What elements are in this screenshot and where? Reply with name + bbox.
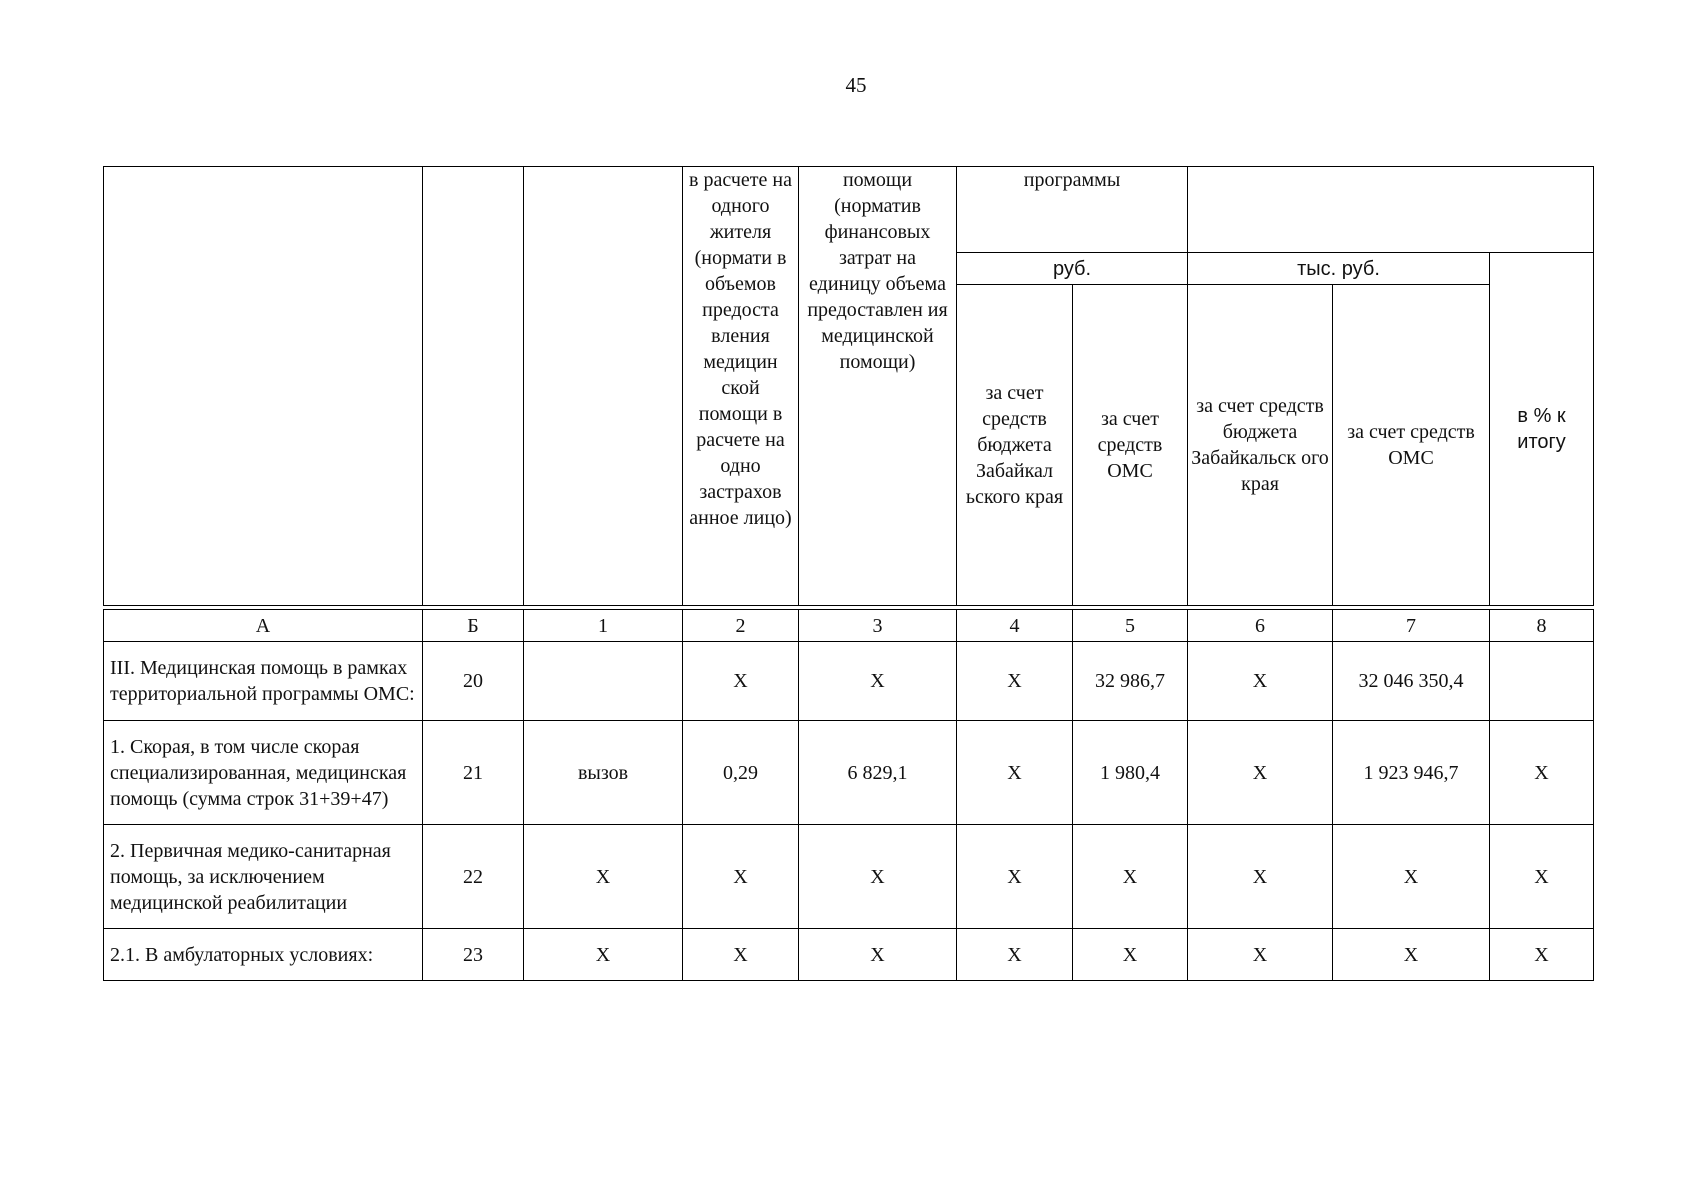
- row-cell: X: [1188, 721, 1333, 825]
- row-cell: X: [1333, 929, 1490, 981]
- column-number: 2: [683, 610, 799, 642]
- column-number-row: [104, 610, 1594, 642]
- row-cell: 1 980,4: [1073, 721, 1188, 825]
- row-cell: X: [957, 929, 1073, 981]
- table-row: [104, 721, 1594, 825]
- row-unit: [524, 642, 683, 721]
- table-row: [104, 825, 1594, 929]
- header-cell-rub: руб.: [957, 253, 1188, 285]
- column-number: А: [104, 610, 423, 642]
- header-cell-unit: [524, 167, 683, 606]
- row-cell: X: [1333, 825, 1490, 929]
- header-cell-line: [423, 167, 524, 606]
- row-cell: X: [1188, 642, 1333, 721]
- row-cell: [1490, 642, 1594, 721]
- row-cell: X: [1490, 825, 1594, 929]
- page-number: 45: [845, 73, 867, 97]
- column-number: Б: [423, 610, 524, 642]
- row-name: 2. Первичная медико-санитарная помощь, за исключением медицинской реабилитации: [104, 825, 423, 929]
- column-number: 6: [1188, 610, 1333, 642]
- row-cell: 32 046 350,4: [1333, 642, 1490, 721]
- row-name: III. Медицинская помощь в рамках территориальной программы ОМС:: [104, 642, 423, 721]
- column-number: 1: [524, 610, 683, 642]
- row-cell: 6 829,1: [799, 721, 957, 825]
- row-line-number: 23: [423, 929, 524, 981]
- row-cell: X: [1073, 825, 1188, 929]
- column-number: 8: [1490, 610, 1594, 642]
- header-cell-oms-tys: за счет средств ОМС: [1333, 285, 1490, 606]
- row-cell: 1 923 946,7: [1333, 721, 1490, 825]
- header-cell-name: [104, 167, 423, 606]
- row-cell: X: [957, 642, 1073, 721]
- row-line-number: 20: [423, 642, 524, 721]
- header-cell-volume-norm: в расчете на одного жителя (нормати в объемов предоста вления медицин ской помощи в расчете на одно застрахов анное лицо): [683, 167, 799, 606]
- row-cell: X: [957, 825, 1073, 929]
- row-cell: X: [1188, 825, 1333, 929]
- row-line-number: 22: [423, 825, 524, 929]
- column-number: 5: [1073, 610, 1188, 642]
- table-body: [103, 609, 1594, 981]
- column-number: 3: [799, 610, 957, 642]
- row-cell: X: [799, 825, 957, 929]
- row-cell: X: [799, 642, 957, 721]
- header-cell-budget-rub: за счет средств бюджета Забайкал ьского края: [957, 285, 1073, 606]
- row-unit: вызов: [524, 721, 683, 825]
- row-unit: X: [524, 929, 683, 981]
- row-cell: X: [683, 929, 799, 981]
- row-cell: X: [1490, 721, 1594, 825]
- column-number: 4: [957, 610, 1073, 642]
- column-number: 7: [1333, 610, 1490, 642]
- row-cell: X: [1188, 929, 1333, 981]
- header-cell-budget-tys: за счет средств бюджета Забайкальск ого края: [1188, 285, 1333, 606]
- header-cell-oms-rub: за счет средств ОМС: [1073, 285, 1188, 606]
- row-unit: X: [524, 825, 683, 929]
- table-row: [104, 642, 1594, 721]
- row-name: 1. Скорая, в том числе скорая специализированная, медицинская помощь (сумма строк 31+39+47): [104, 721, 423, 825]
- table-header: [103, 166, 1594, 606]
- header-cell-cost-norm: помощи (норматив финансовых затрат на единицу объема предоставлен ия медицинской помощи): [799, 167, 957, 606]
- row-cell: 32 986,7: [1073, 642, 1188, 721]
- row-cell: X: [799, 929, 957, 981]
- row-cell: X: [1073, 929, 1188, 981]
- row-name: 2.1. В амбулаторных условиях:: [104, 929, 423, 981]
- header-cell-tys-rub: тыс. руб.: [1188, 253, 1490, 285]
- table-row: [104, 929, 1594, 981]
- header-cell-empty: [1188, 167, 1594, 253]
- row-cell: X: [1490, 929, 1594, 981]
- row-cell: X: [683, 825, 799, 929]
- row-cell: 0,29: [683, 721, 799, 825]
- row-line-number: 21: [423, 721, 524, 825]
- row-cell: X: [957, 721, 1073, 825]
- header-cell-programmy: программы: [957, 167, 1188, 253]
- row-cell: X: [683, 642, 799, 721]
- header-cell-percent: в % к итогу: [1490, 253, 1594, 606]
